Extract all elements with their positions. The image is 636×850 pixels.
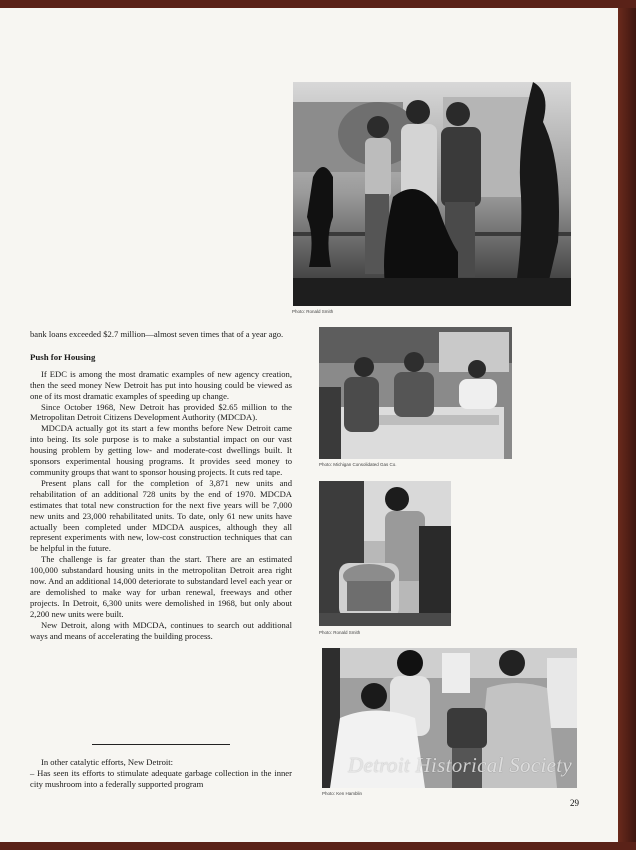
section-heading: Push for Housing	[30, 351, 96, 362]
photo-credit-4: Photo: Ken Hamblin	[322, 791, 363, 796]
body-paragraph: Present plans call for the completion of 3,871 new units and rehabilitation of an additional 728 units by the end of 1970. MDCDA estimates that total new construction for the next five years will be 7,000 new units and 23,000 rehabilitated units. To date, only 61 new units have actually been completed under MDCDA auspices, although they all represent experiments with new, low-cost construction techniques that can be helpful in the future.	[30, 477, 292, 554]
watermark: Detroit Historical Society	[348, 753, 572, 777]
closing-intro: In other catalytic efforts, New Detroit:	[41, 757, 174, 767]
intro-paragraph: bank loans exceeded $2.7 million—almost seven times that of a year ago.	[30, 329, 284, 339]
page-number: 29	[570, 798, 579, 808]
photo-worker-machine	[319, 481, 451, 626]
section-divider	[92, 744, 230, 745]
body-paragraph: Since October 1968, New Detroit has provided $2.65 million to the Metropolitan Detroit Citizens Development Authority (MDCDA).	[30, 401, 292, 423]
photo-credit-3: Photo: Ronald Smith	[319, 630, 361, 635]
article-text-column	[30, 329, 292, 641]
photo-credit-2: Photo: Michigan Consolidated Gas Co.	[319, 462, 397, 467]
body-paragraph: If EDC is among the most dramatic examples of new agency creation, then the seed money New Detroit has put into housing could be viewed as one of its most dramatic examples of speeding up change.	[30, 368, 292, 401]
page-edge	[618, 8, 636, 842]
body-paragraph: The challenge is far greater than the start. There are an estimated 100,000 substandard housing units in the metropolitan Detroit area right now. And an additional 14,000 deteriorate to substandard level each year or are demolished to make way for urban renewal, freeways and other projects. In Detroit, 6,300 units were demolished in 1968, but only about 2,200 new units were built.	[30, 554, 292, 619]
closing-text	[30, 757, 292, 790]
closing-item: – Has seen its efforts to stimulate adequate garbage collection in the inner city mushroom into a federally supported program	[30, 767, 292, 789]
body-paragraph: MDCDA actually got its start a few months before New Detroit came into being. Its sole purpose is to make a substantial impact on our vast housing problem by getting low- and moderate-cost dwellings built. It sponsors experimental housing programs. It provides seed money to community groups that want to sponsor housing projects. It cuts red tape.	[30, 423, 292, 477]
photo-credit-1: Photo: Ronald Smith	[292, 309, 334, 314]
photo-workers-model	[319, 327, 512, 459]
photo-children-at-window	[293, 82, 571, 306]
body-paragraph: New Detroit, along with MDCDA, continues to search out additional ways and means of accelerating the building process.	[30, 619, 292, 641]
